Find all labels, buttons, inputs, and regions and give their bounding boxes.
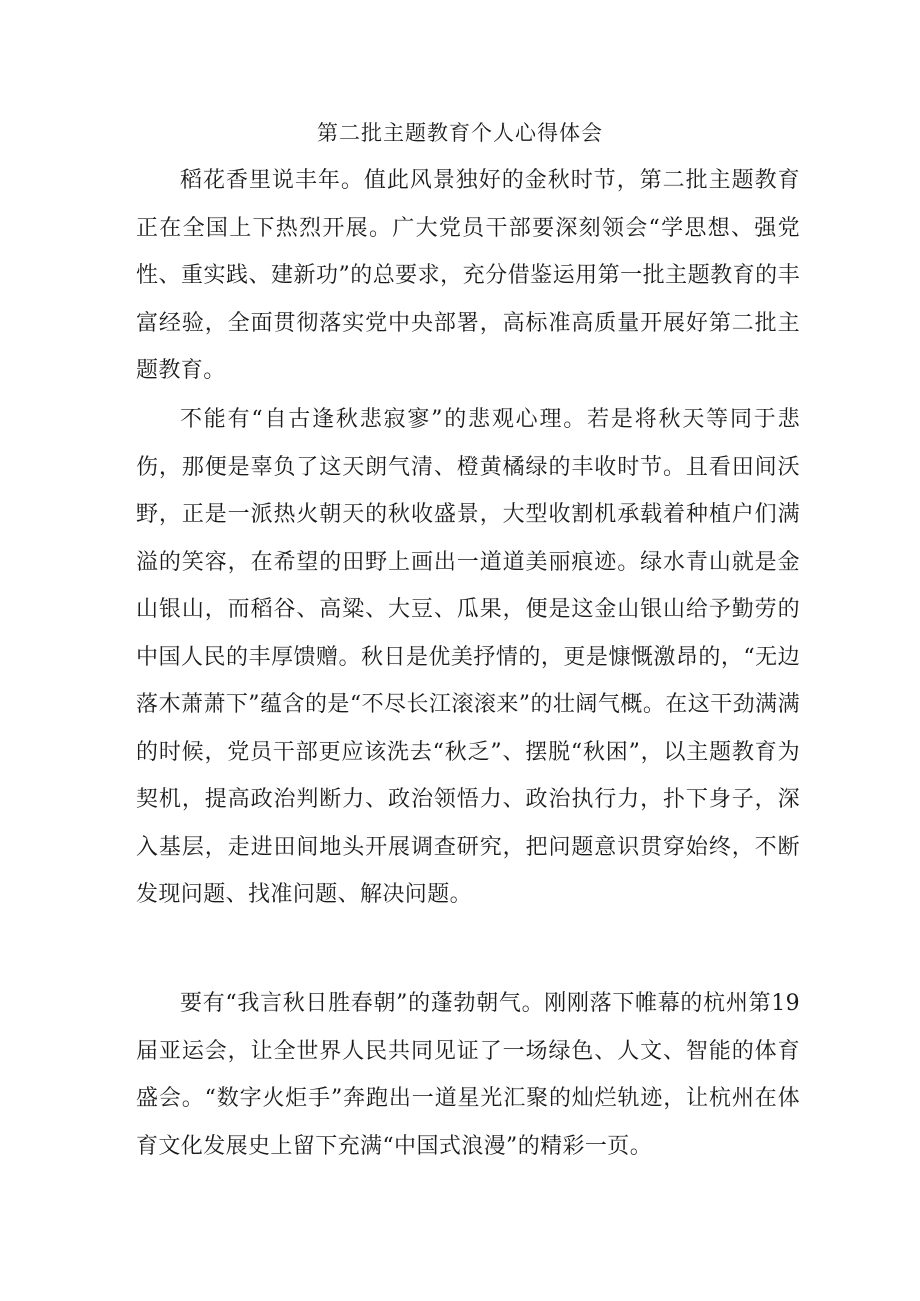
- paragraph-2: 不能有“自古逢秋悲寂寥”的悲观心理。若是将秋天等同于悲伤，那便是辜负了这天朗气清、橙黄橘绿的丰收时节。且看田间沃野，正是一派热火朝天的秋收盛景，大型收割机承载着种植户们满溢的笑容，在希望的田野上画出一道道美丽痕迹。绿水青山就是金山银山，而稻谷、高粱、大豆、瓜果，便是这金山银山给予勤劳的中国人民的丰厚馈赠。秋日是优美抒情的，更是慷慨激昂的，“无边落木萧萧下”蕴含的是“不尽长江滚滚来”的壮阔气概。在这干劲满满的时候，党员干部更应该洗去“秋乏”、摆脱“秋困”，以主题教育为契机，提高政治判断力、政治领悟力、政治执行力，扑下身子，深入基层，走进田间地头开展调查研究，把问题意识贯穿始终，不断发现问题、找准问题、解决问题。: [136, 407, 800, 907]
- paragraph-1: 稻花香里说丰年。值此风景独好的金秋时节，第二批主题教育正在全国上下热烈开展。广大党员干部要深刻领会“学思想、强党性、重实践、建新功”的总要求，充分借鉴运用第一批主题教育的丰富经验，全面贯彻落实党中央部署，高标准高质量开展好第二批主题教育。: [136, 168, 800, 383]
- document-title: 第二批主题教育个人心得体会: [317, 121, 603, 145]
- paragraph-3: 要有“我言秋日胜春朝”的蓬勃朝气。刚刚落下帷幕的杭州第19届亚运会，让全世界人民共同见证了一场绿色、人文、智能的体育盛会。“数字火炬手”奔跑出一道星光汇聚的灿烂轨迹，让杭州在体育文化发展史上留下充满“中国式浪漫”的精彩一页。: [136, 991, 800, 1159]
